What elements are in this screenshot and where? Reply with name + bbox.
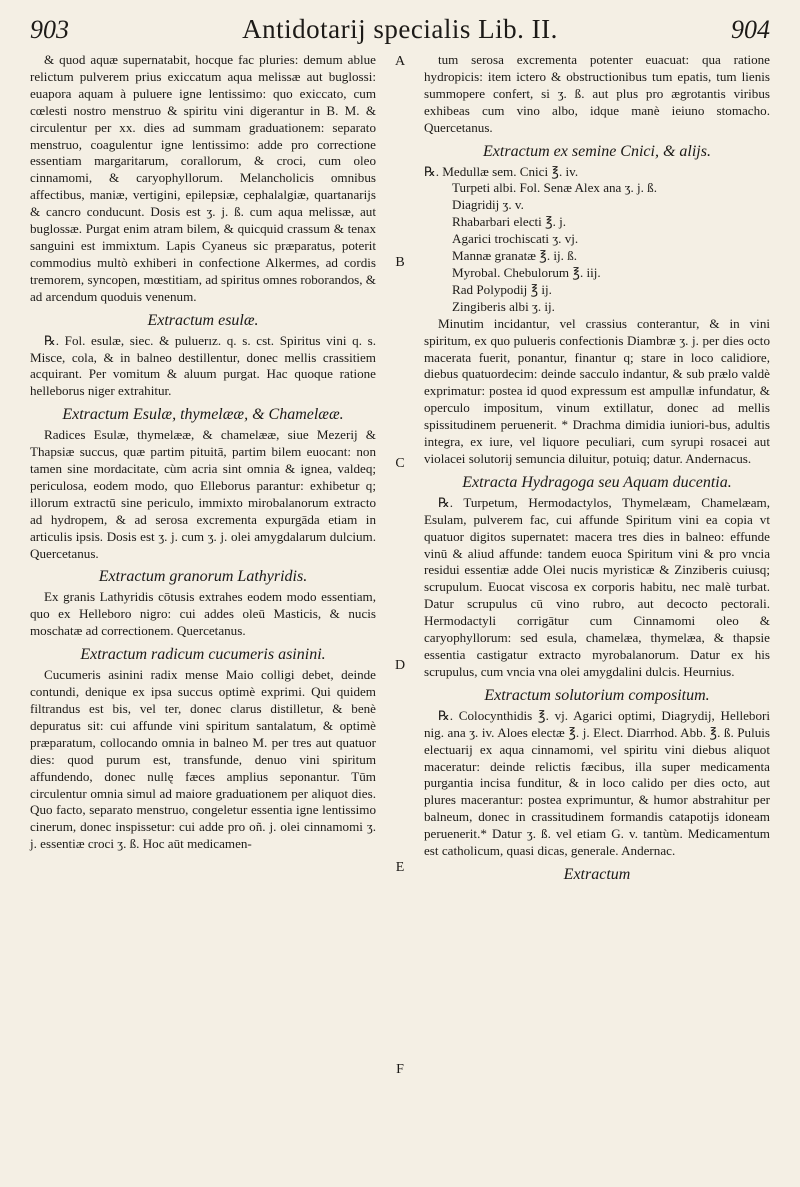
margin-letters (380, 0, 420, 1187)
section-heading: Extractum solutorium compositum. (484, 686, 710, 704)
paragraph: Minutim incidantur, vel crassius conterantur, & in vini spiritum, ex quo pulueris confectionis Diambræ ʒ. j. per dies octo macerata fuerit, ponantur, finantur q; stare in loco calidiore, diebus quatuordecim: deinde sacculo indantur, & sub prælo valdè exprimatur: postea id quod expressum est ampullæ infundatur, & operculo impositum, vinum extillatur, donec ad mellis spissitudinem peruenerit. * Drachma dimidia iuniori-bus, adultis integra, ex iure, vel liquore peculiari, cum syrupi rosacei aut violacei solutorij semuncia diluitur, potuiq; datur. Andernacus. (424, 315, 770, 466)
recipe-line: Agarici trochiscati ʒ. vj. (452, 231, 579, 247)
running-title: Antidotarij specialis Lib. II. (242, 14, 558, 44)
recipe-line: ℞. Medullæ sem. Cnici ℥. iv. (424, 163, 579, 179)
margin-letter: B (395, 255, 405, 270)
right-column (424, 52, 770, 887)
recipe-line: Turpeti albi. Fol. Senæ Alex ana ʒ. j. ß. (452, 180, 658, 196)
section-heading: Extractum esulæ. (147, 311, 259, 329)
paragraph: Radices Esulæ, thymelææ, & chamelææ, siue Mezerij & Thapsiæ succus, quæ partim pituitā, partim bilem euocant: non tamen sine mordacitate, cùm acria sint omnia & ignea, valdeq; periculosa, eodem modo, quo Elleborus parantur: exhibetur q; illorum extractū sine periculo, immixto mirobalanorum extracto ad hydropem, & ad serosa excrementa expurgāda etiam in articulis ipsis. Dosis est ʒ. j. cum ʒ. j. olei amygdalarum dulcium. Quercetanus. (30, 427, 376, 561)
paragraph: ℞. Turpetum, Hermodactylos, Thymelæam, Chamelæam, Esulam, pulverem fac, cui affunde Spiritum vini ea copia vt quatuor digitos supernatet: macera tres dies in balneo: effunde vinū & aliud affunde: tandem euoca Spiritum vini & pro vncia residui essentiæ adde Olei nucis myristicæ & Zinziberis cuiusq; scrupulum. Euocat viscosa ex corporis habitu, nec malè turbat. Datur scrupulus cū vino rubro, aut decocto pectorali. Hermodactyli corrigātur cum Cinnamomi oleo & caryophyllorum: sed esula, chamelæa, thymelæa, & thapsie essentia castigatur extracto myrobalanorum. Datur ex his scrupulus, cum vncia vna olei amygdalini dulcis. Heurnius. (424, 494, 770, 679)
recipe-line: Mannæ granatæ ℥. ij. ß. (452, 248, 578, 264)
section-heading: Extracta Hydragoga seu Aquam ducentia. (462, 473, 732, 491)
recipe-line: Zingiberis albi ʒ. ij. (452, 298, 555, 314)
recipe-line: Diagridij ʒ. v. (452, 197, 524, 213)
page-number-left: 903 (30, 15, 69, 44)
section-heading: Extractum granorum Lathyridis. (98, 568, 308, 586)
recipe-line: Myrobal. Chebulorum ℥. iij. (452, 264, 601, 280)
section-heading: Extractum (563, 865, 631, 883)
paragraph: & quod aquæ supernatabit, hocque fac pluries: demum ablue relictum pulverem prius exiccatum aqua melissæ aut buglossi: euapora aquam à puluere igne lentissimo: quo exiccato, cum cœlesti nostro menstruo & spiritu vini digerantur in B. M. & circulentur per xx. dies ad summam graduationem: separato menstruo, coagulentur igne lentissimo: adde pro correctione essentiam margaritarum, corallorum, & croci, cum oleo cinnamomi, & caryophyllorum. Melancholicis omnibus affectibus, maniæ, vertigini, epilepsiæ, cephalalgiæ, quartanarijs & cancro conducunt. Dosis est ʒ. j. ß. cum aqua melissæ, aut buglossæ. Purgat enim atram bilem, & quicquid crassum & tenax sanguini est immixtum. Lapis Cyaneus sic præparatus, poterit commodius multò exhiberi in confectione Alkermes, ad cordis tremorem, syncopen, mœstitiam, ad spiritus omnes roborandos, & ad arcendum quoduis venenum. (30, 52, 376, 304)
margin-letter: F (396, 1062, 404, 1077)
section-heading: Extractum Esulæ, thymelææ, & Chamelææ. (62, 406, 344, 424)
page-number-right: 904 (731, 15, 770, 44)
paragraph: ℞. Fol. esulæ, siec. & puluerız. q. s. cst. Spiritus vini q. s. Misce, cola, & in balneo destillentur, donec mellis crassitiem acquirant. Per vomitum & aluum purgat. Hac quoque ratione helleborus niger extrahitur. (30, 332, 376, 399)
paragraph: Cucumeris asinini radix mense Maio colligi debet, deinde contundi, denique ex ipsa succus optimè exprimi. Qui quidem filtrandus est bis, vel ter, donec clarus distilletur, & benè depuratus sit: cui affunde vini spiritum santalatum, & optimè præparatum, collocando omnia in balneo M. per tres aut quatuor dies: quod purum est, transfunde, denuo vini spiritum affundendo, donec nullę fæces amplius seponantur. Tūm circulentur omnia simul ad maiore graduationem per aliquot dies. Quo facto, separato menstruo, congeletur essentia igne lentissimo cinerum, donec inspissetur: cui adde pro oñ. j. olei cinnamomi ʒ. j. essentiæ croci ʒ. ß. Hoc aūt medicamen- (30, 667, 376, 852)
margin-letter: E (395, 860, 405, 875)
section-heading: Extractum ex semine Cnici, & alijs. (483, 142, 711, 160)
margin-letter: C (395, 456, 405, 471)
recipe-line: Rad Polypodij ℥ ij. (452, 281, 552, 297)
recipe-line: Rhabarbari electi ℥. j. (452, 214, 567, 230)
margin-letter: A (394, 54, 406, 69)
paragraph: tum serosa excrementa potenter euacuat: qua ratione hydropicis: item ictero & obstructionibus tum epatis, tum lienis summopere confert, si ʒ. ß. aut plus pro ægrotantis viribus exhibeas cum vino albo, idque manè ieiuno stomacho. Quercetanus. (424, 52, 770, 135)
section-heading: Extractum radicum cucumeris asinini. (80, 646, 326, 664)
margin-letter: D (394, 658, 406, 673)
paragraph: ℞. Colocynthidis ℥. vj. Agarici optimi, Diagrydij, Hellebori nig. ana ʒ. iv. Aloes electæ ℥. j. Elect. Diarrhod. Abb. ℥. ß. Puluis electuarij ex aqua cinnamomi, vel spiritu vini diebus aliquot maceratur: deinde relictis fæcibus, illa super medicamenta purgantia incisa funditur, & in loco calido per dies octo, aut plures macerantur: postea exprimuntur, & humor abstrahitur per balneum, donec in crassitudinem formandis catapotijs idoneam peruenerit.* Datur ʒ. ß. vel etiam G. v. tantùm. Medicamentum est catholicum, quasi dicas, generale. Andernac. (424, 707, 770, 859)
left-column (30, 52, 376, 853)
paragraph: Ex granis Lathyridis cōtusis extrahes eodem modo essentiam, quo ex Helleboro nigro: cui addes oleū Masticis, & nucis moschatæ ad correctionem. Quercetanus. (30, 589, 376, 639)
